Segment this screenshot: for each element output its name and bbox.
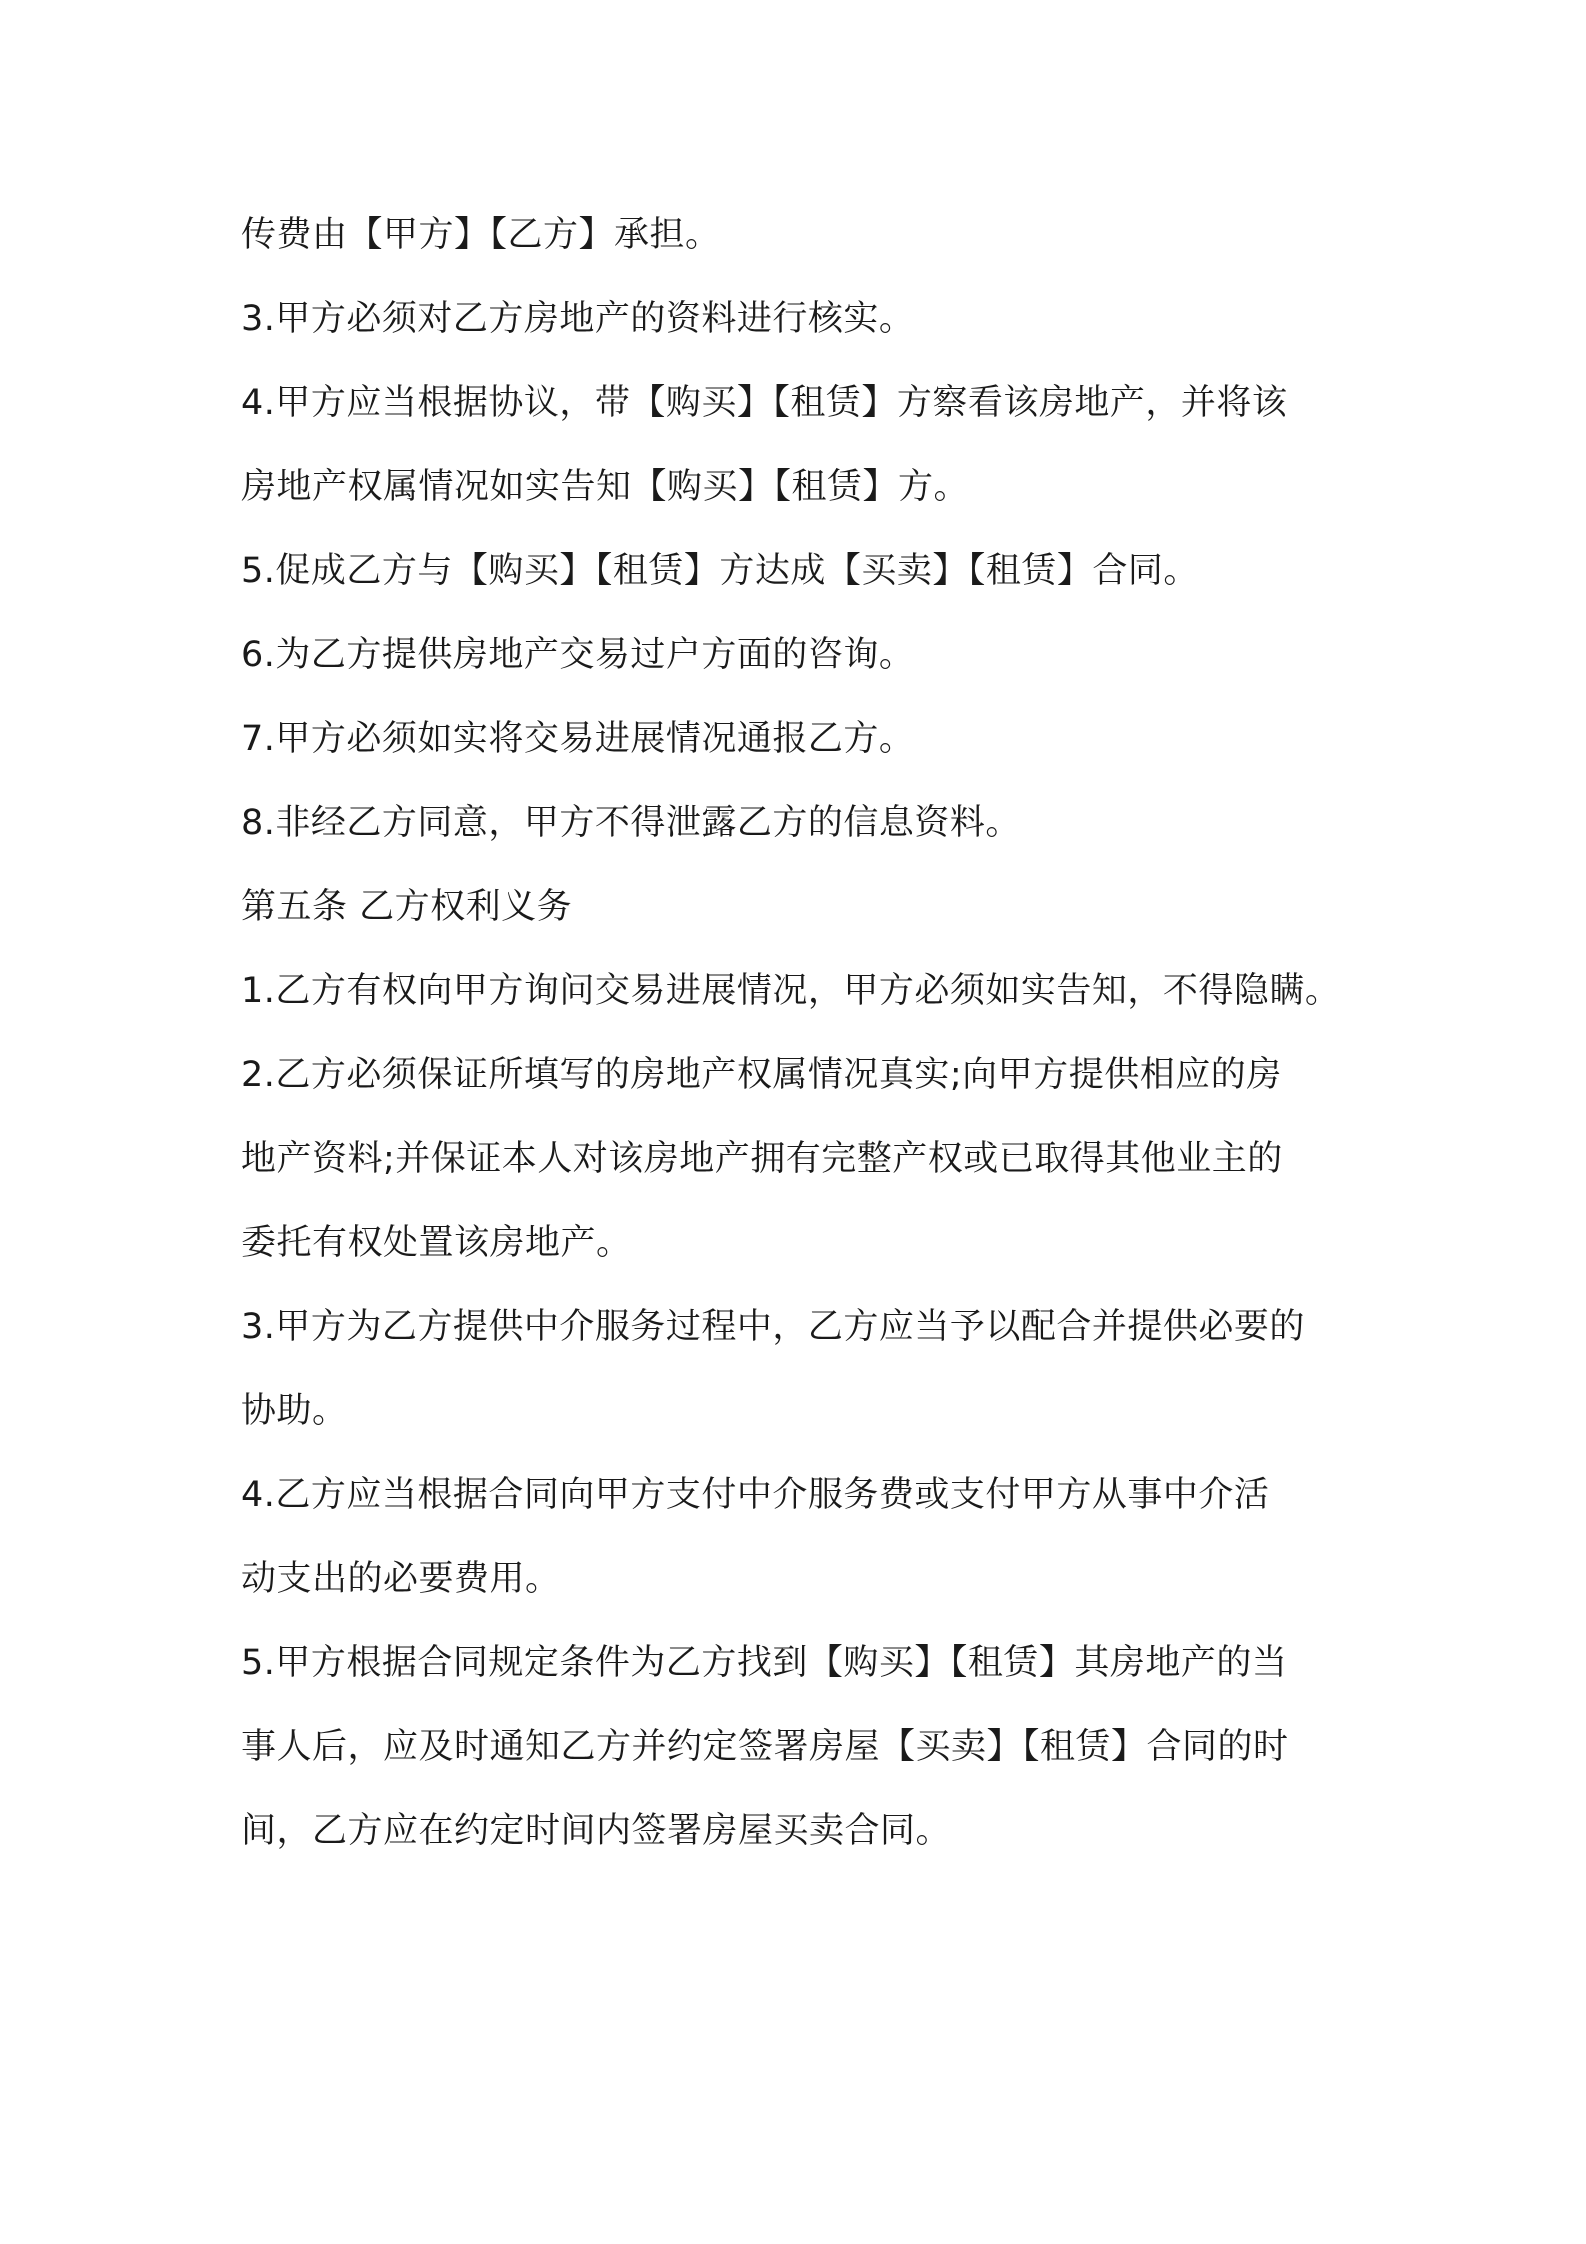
- text-line: 委托有权处置该房地产。: [241, 1223, 632, 1263]
- text-line: 2.乙方必须保证所填写的房地产权属情况真实;向甲方提供相应的房: [241, 1055, 1282, 1095]
- document-body: [241, 193, 1371, 1873]
- text-line: 动支出的必要费用。: [241, 1559, 561, 1599]
- section-heading: 第五条 乙方权利义务: [241, 887, 573, 927]
- text-line: 1.乙方有权向甲方询问交易进展情况，甲方必须如实告知，不得隐瞒。: [241, 971, 1341, 1011]
- text-line: 8.非经乙方同意，甲方不得泄露乙方的信息资料。: [241, 803, 1021, 843]
- text-line: 传费由【甲方】【乙方】承担。: [241, 215, 721, 255]
- text-line: 4.甲方应当根据协议，带【购买】【租赁】方察看该房地产，并将该: [241, 383, 1288, 423]
- text-line: 4.乙方应当根据合同向甲方支付中介服务费或支付甲方从事中介活: [241, 1475, 1270, 1515]
- text-line: 地产资料;并保证本人对该房地产拥有完整产权或已取得其他业主的: [241, 1139, 1283, 1179]
- text-line: 5.促成乙方与【购买】【租赁】方达成【买卖】【租赁】合同。: [241, 551, 1199, 591]
- text-line: 3.甲方必须对乙方房地产的资料进行核实。: [241, 299, 915, 339]
- text-line: 6.为乙方提供房地产交易过户方面的咨询。: [241, 635, 915, 675]
- text-line: 协助。: [241, 1391, 348, 1431]
- text-line: 间，乙方应在约定时间内签署房屋买卖合同。: [241, 1811, 952, 1851]
- text-line: 3.甲方为乙方提供中介服务过程中，乙方应当予以配合并提供必要的: [241, 1307, 1305, 1347]
- text-line: 事人后，应及时通知乙方并约定签署房屋【买卖】【租赁】合同的时: [241, 1727, 1289, 1767]
- text-line: 房地产权属情况如实告知【购买】【租赁】方。: [241, 467, 970, 507]
- text-line: 5.甲方根据合同规定条件为乙方找到【购买】【租赁】其房地产的当: [241, 1643, 1288, 1683]
- text-line: 7.甲方必须如实将交易进展情况通报乙方。: [241, 719, 915, 759]
